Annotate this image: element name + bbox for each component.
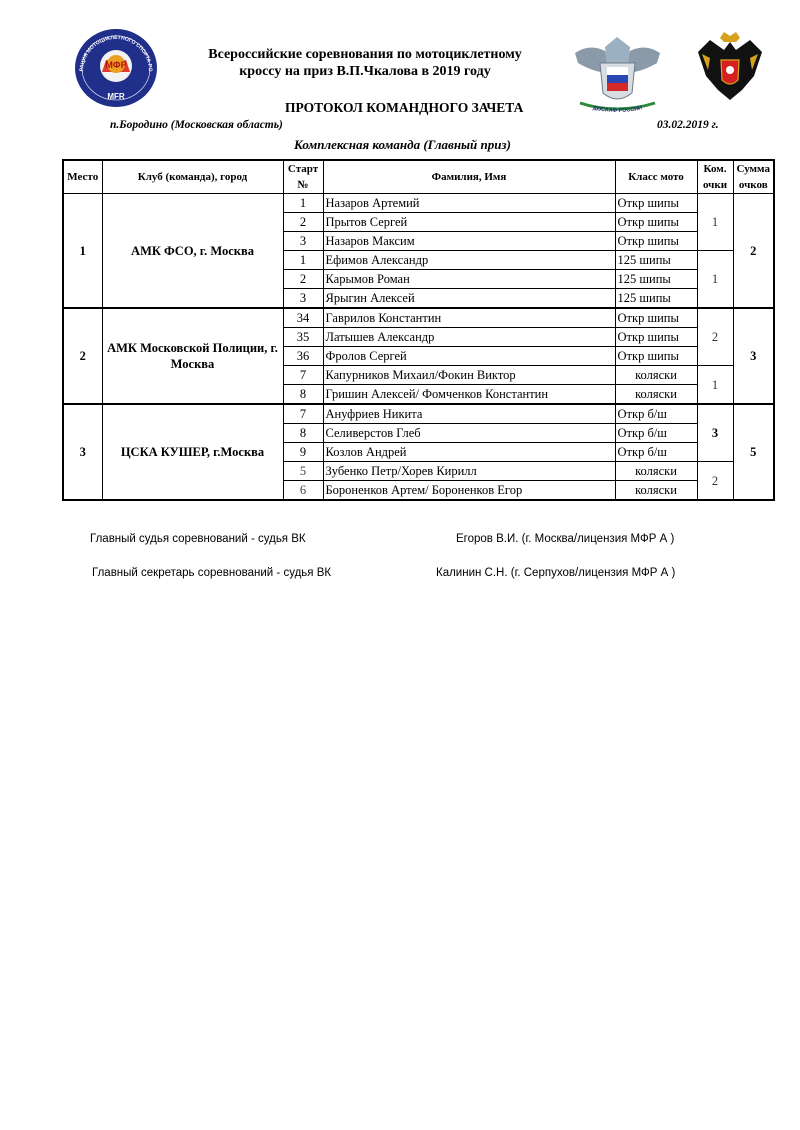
mfr-logo [66,28,166,108]
start-number: 36 [283,347,323,366]
start-number: 8 [283,385,323,405]
start-number: 7 [283,366,323,385]
dosaaf-text: ДОСААФ РОССИИ [592,105,643,113]
moto-class: коляски [615,366,697,385]
team-sum: 3 [733,308,774,404]
group-points: 1 [697,251,733,309]
moto-class: Откр б/ш [615,443,697,462]
start-number: 3 [283,289,323,309]
start-number: 8 [283,424,323,443]
header-row [63,160,774,194]
header-points: Ком. очки [697,160,733,194]
team-sum: 2 [733,194,774,309]
moto-class: 125 шипы [615,289,697,309]
rider-name: Селиверстов Глеб [323,424,615,443]
protocol-title: ПРОТОКОЛ КОМАНДНОГО ЗАЧЕТА [285,100,524,115]
results-table [62,159,775,501]
subtitle: Комплексная команда (Главный приз) [294,137,511,152]
team-place: 3 [63,404,102,500]
moto-class: Откр шипы [615,308,697,328]
dosaaf-logo [570,33,665,113]
rider-name: Козлов Андрей [323,443,615,462]
rider-name: Бороненков Артем/ Бороненков Егор [323,481,615,501]
chief-judge-role: Главный судья соревнований - судья ВК [90,533,306,545]
team-club: АМК Московской Полиции, г. Москва [102,308,283,404]
team-club: АМК ФСО, г. Москва [102,194,283,309]
table-row [63,404,774,424]
team-place: 1 [63,194,102,309]
rider-name: Зубенко Петр/Хорев Кирилл [323,462,615,481]
rider-name: Прытов Сергей [323,213,615,232]
start-number: 2 [283,270,323,289]
header-place: Место [63,160,102,194]
header-moto: Класс мото [615,160,697,194]
start-number: 5 [283,462,323,481]
group-points: 1 [697,194,733,251]
rider-name: Гаврилов Константин [323,308,615,328]
moto-class: Откр б/ш [615,404,697,424]
rider-name: Назаров Артемий [323,194,615,213]
group-points: 2 [697,308,733,366]
table-row [63,194,774,213]
start-number: 34 [283,308,323,328]
chief-secretary-role: Главный секретарь соревнований - судья ВК [92,567,332,579]
moto-class: 125 шипы [615,251,697,270]
table-row [63,308,774,328]
chief-secretary-person: Калинин С.Н. (г. Серпухов/лицензия МФР А ) [436,567,676,579]
moto-class: Откр шипы [615,232,697,251]
team-place: 2 [63,308,102,404]
mfr-ring-text: РАЦИЯ МОТОЦИКЛЕТНОГО СПОРТА РО [78,34,154,72]
rider-name: Ануфриев Никита [323,404,615,424]
rider-name: Ярыгин Алексей [323,289,615,309]
header-sum: Сумма очков [733,160,774,194]
rider-name: Ефимов Александр [323,251,615,270]
title-line-1: Всероссийские соревнования по мотоциклетному [208,47,522,62]
start-number: 3 [283,232,323,251]
moto-class: Откр шипы [615,347,697,366]
location: п.Бородино (Московская область) [110,119,283,131]
start-number: 9 [283,443,323,462]
mfr-bottom-text: MFR [107,92,125,101]
title-line-2: кроссу на приз В.П.Чкалова в 2019 году [239,64,491,79]
start-number: 6 [283,481,323,501]
group-points: 2 [697,462,733,501]
date: 03.02.2019 г. [657,119,719,131]
header-club: Клуб (команда), город [102,160,283,194]
moto-class: Откр б/ш [615,424,697,443]
rider-name: Карымов Роман [323,270,615,289]
coat-of-arms-logo [690,30,770,110]
moto-class: коляски [615,462,697,481]
rider-name: Фролов Сергей [323,347,615,366]
header-name: Фамилия, Имя [323,160,615,194]
group-points: 3 [697,404,733,462]
moto-class: коляски [615,385,697,405]
rider-name: Латышев Александр [323,328,615,347]
team-sum: 5 [733,404,774,500]
start-number: 1 [283,251,323,270]
rider-name: Гришин Алексей/ Фомченков Константин [323,385,615,405]
moto-class: 125 шипы [615,270,697,289]
start-number: 35 [283,328,323,347]
group-points: 1 [697,366,733,405]
moto-class: Откр шипы [615,328,697,347]
chief-judge-person: Егоров В.И. (г. Москва/лицензия МФР А ) [456,533,675,545]
start-number: 1 [283,194,323,213]
mfr-center-text: МФР [105,60,127,70]
moto-class: Откр шипы [615,194,697,213]
rider-name: Капурников Михаил/Фокин Виктор [323,366,615,385]
header-start: Старт № [283,160,323,194]
rider-name: Назаров Максим [323,232,615,251]
start-number: 2 [283,213,323,232]
moto-class: коляски [615,481,697,501]
start-number: 7 [283,404,323,424]
moto-class: Откр шипы [615,213,697,232]
team-club: ЦСКА КУШЕР, г.Москва [102,404,283,500]
